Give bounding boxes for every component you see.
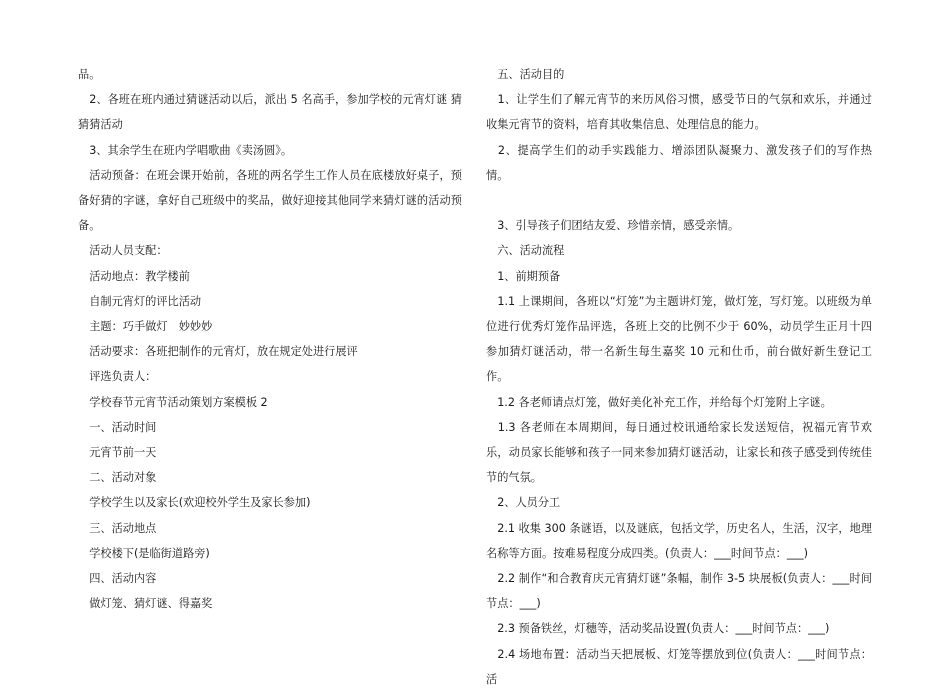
section-heading: 四、活动内容 bbox=[78, 572, 157, 586]
paragraph: 2、提高学生们的动手实践能力、增添团队凝聚力、激发孩子们的写作热情。 bbox=[486, 143, 872, 182]
blank-line bbox=[486, 188, 872, 213]
paragraph: 活动地点：教学楼前 bbox=[78, 269, 190, 283]
paragraph: 3、引导孩子们团结友爱、珍惜亲情，感受亲情。 bbox=[486, 219, 740, 233]
sub-heading: 2、人员分工 bbox=[486, 496, 561, 510]
paragraph: 2、各班在班内通过猜谜活动以后，派出 5 名高手，参加学校的元宵灯谜 猜猜猜活动 bbox=[78, 93, 462, 132]
section-heading: 学校春节元宵节活动策划方案模板 2 bbox=[78, 395, 268, 409]
paragraph: 评选负责人： bbox=[78, 370, 157, 384]
paragraph: 1.2 各老师请点灯笼，做好美化补充工作，并给每个灯笼附上字谜。 bbox=[486, 395, 832, 409]
sub-heading: 1、前期预备 bbox=[486, 269, 561, 283]
paragraph: 活动要求：各班把制作的元宵灯，放在规定处进行展评 bbox=[78, 345, 358, 359]
paragraph: 1、让学生们了解元宵节的来历风俗习惯，感受节日的气氛和欢乐，并通过收集元宵节的资料，培育其收集信息、处理信息的能力。 bbox=[486, 93, 872, 132]
section-heading: 一、活动时间 bbox=[78, 420, 157, 434]
right-text-column bbox=[486, 62, 872, 692]
section-heading: 二、活动对象 bbox=[78, 471, 157, 485]
paragraph: 元宵节前一天 bbox=[78, 446, 157, 460]
paragraph: 活动人员支配： bbox=[78, 244, 168, 258]
paragraph: 2.4 场地布置：活动当天把展板、灯笼等摆放到位(负责人：___时间节点：活 bbox=[486, 647, 872, 686]
section-heading: 五、活动目的 bbox=[486, 68, 565, 81]
paragraph: 2.1 收集 300 条谜语，以及谜底，包括文学，历史名人，生活，汉字，地理名称等方面。按难易程度分成四类。(负责人：___时间节点：___) bbox=[486, 521, 872, 560]
paragraph: 1.3 各老师在本周期间，每日通过校讯通给家长发送短信，祝福元宵节欢乐，动员家长能够和孩子一同来参加猜灯谜活动，让家长和孩子感受到传统佳节的气氛。 bbox=[486, 420, 872, 485]
paragraph: 品。 bbox=[78, 68, 101, 81]
paragraph: 1.1 上课期间，各班以“灯笼”为主题讲灯笼，做灯笼，写灯笼。以班级为单位进行优秀灯笼作品评选，各班上交的比例不少于 60%，动员学生正月十四参加猜灯谜活动，带一名新生每生嘉奖 10 元和仕币，前台做好新生登记工作。 bbox=[486, 294, 872, 384]
paragraph: 3、其余学生在班内学唱歌曲《卖汤圆》。 bbox=[78, 143, 293, 157]
section-heading: 六、活动流程 bbox=[486, 244, 565, 258]
paragraph: 2.3 预备铁丝，灯穗等，活动奖品设置(负责人：___时间节点：___) bbox=[486, 622, 830, 636]
paragraph: 学校楼下(是临街道路旁) bbox=[78, 546, 210, 560]
paragraph: 做灯笼、猜灯谜、得嘉奖 bbox=[78, 597, 213, 611]
paragraph: 学校学生以及家长(欢迎校外学生及家长参加) bbox=[78, 496, 311, 510]
paragraph: 主题：巧手做灯 妙妙妙 bbox=[78, 320, 213, 334]
paragraph: 自制元宵灯的评比活动 bbox=[78, 294, 202, 308]
section-heading: 三、活动地点 bbox=[78, 521, 157, 535]
paragraph: 活动预备：在班会课开始前，各班的两名学生工作人员在底楼放好桌子，预备好猜的字谜，拿好自己班级中的奖品，做好迎接其他同学来猜灯谜的活动预备。 bbox=[78, 168, 462, 233]
paragraph: 2.2 制作“和合教育庆元宵猜灯谜”条幅，制作 3-5 块展板(负责人：___时间节点：___) bbox=[486, 572, 872, 611]
left-text-column bbox=[78, 62, 462, 616]
